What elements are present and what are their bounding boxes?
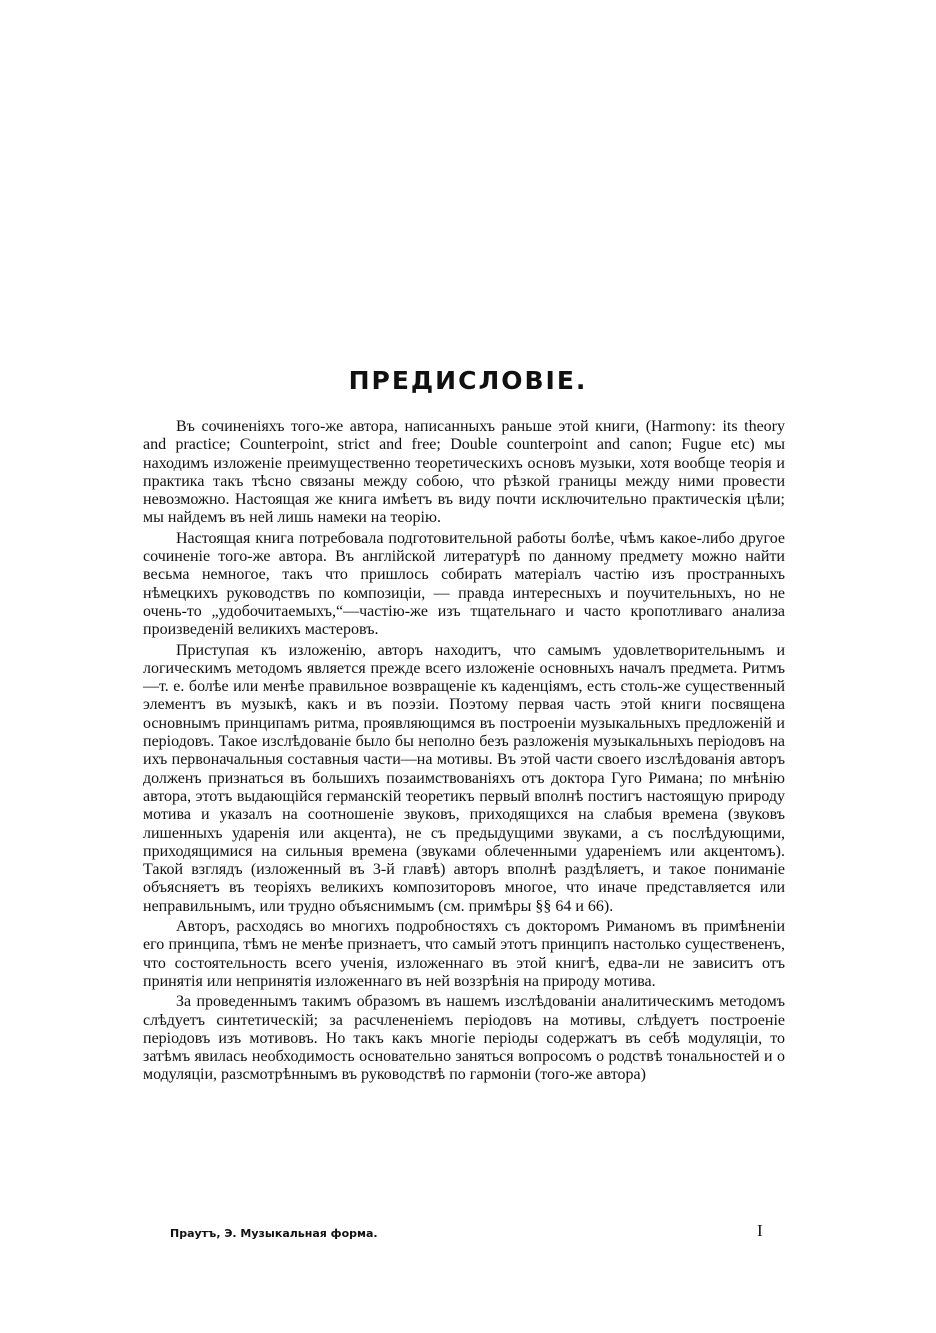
paragraph-1: Въ сочиненіяхъ того-же автора, написанныхъ раньше этой книги, (Harmony: its theory and practice; Counterpoint, strict and free; Double counterpoint and canon; Fugue etc) мы находимъ изложеніе преимущественно теоретическихъ основъ музыки, хотя вообще теорія и практика такъ тѣсно связаны между собою, что рѣзкой границы между ними провести невозможно. Настоящая же книга имѣетъ въ виду почти исключительно практическія цѣли; мы найдемъ въ ней лишь намеки на теорію. (143, 418, 785, 527)
paragraph-2: Настоящая книга потребовала подготовительной работы болѣе, чѣмъ какое-либо другое сочиненіе того-же автора. Въ англійской литературѣ по данному предмету можно найти весьма немногое, такъ что пришлось собирать матеріалъ частію изъ пространныхъ нѣмецкихъ руководствъ по композиціи, — правда интересныхъ и поучительныхъ, но не очень-то „удобочитаемыхъ,“—частію-же изъ тщательнаго и часто кропотливаго анализа произведеній великихъ мастеровъ. (143, 529, 785, 639)
paragraph-3: Приступая къ изложенію, авторъ находитъ, что самымъ удовлетворительнымъ и логическимъ методомъ является прежде всего изложеніе основныхъ началъ предмета. Ритмъ—т. е. болѣе или менѣе правильное возвращеніе къ каденціямъ, есть столь-же существенный элементъ въ музыкѣ, какъ и въ поэзіи. Поэтому первая часть этой книги посвящена основнымъ принципамъ ритма, проявляющимся въ построеніи музыкальныхъ предложеній и періодовъ. Такое изслѣдованіе было бы неполно безъ разложенія музыкальныхъ періодовъ на ихъ первоначальныя составныя части—на мотивы. Въ этой части своего изслѣдованія авторъ долженъ признаться въ большихъ позаимствованіяхъ отъ доктора Гуго Римана; по мнѣнію автора, этотъ выдающійся германскій теоретикъ первый вполнѣ постигъ настоящую природу мотива и указалъ на соотношеніе звуковъ, приходящихся на слабыя времена (звуковъ лишенныхъ ударенія или акцента), не съ предыдущими звуками, а съ послѣдующими, приходящимися на сильныя времена (звуками облеченными удареніемъ или акцентомъ). Такой взглядъ (изложенный въ 3-й главѣ) авторъ вполнѣ раздѣляетъ, и такое пониманіе объясняетъ въ теоріяхъ великихъ композиторовъ многое, что иначе представляется или неправильнымъ, или трудно объяснимымъ (см. примѣры §§ 64 и 66). (143, 641, 785, 915)
paragraph-4: Авторъ, расходясь во многихъ подробностяхъ съ докторомъ Риманомъ въ примѣненіи его принципа, тѣмъ не менѣе признаетъ, что самый этотъ принципъ настолько существененъ, что состоятельность всего ученія, изложеннаго въ этой книгѣ, едва-ли не зависитъ отъ принятія или непринятія изложеннаго въ ней воззрѣнія на природу мотива. (143, 918, 785, 990)
page-title: ПРЕДИСЛОВІЕ. (348, 366, 588, 395)
body-text (143, 418, 785, 1087)
page-number: I (757, 1221, 763, 1240)
footer-signature: Праутъ, Э. Музыкальная форма. (170, 1227, 378, 1240)
paragraph-5: За проведеннымъ такимъ образомъ въ нашемъ изслѣдованіи аналитическимъ методомъ слѣдуетъ синтетическій; за расчлененіемъ періодовъ на мотивы, слѣдуетъ построеніе періодовъ изъ мотивовъ. Но такъ какъ многіе періоды содержатъ въ себѣ модуляціи, то затѣмъ явилась необходимость основательно заняться вопросомъ о родствѣ тональностей и о модуляціи, разсмотрѣннымъ въ руководствѣ по гармоніи (того-же автора) (143, 993, 785, 1084)
